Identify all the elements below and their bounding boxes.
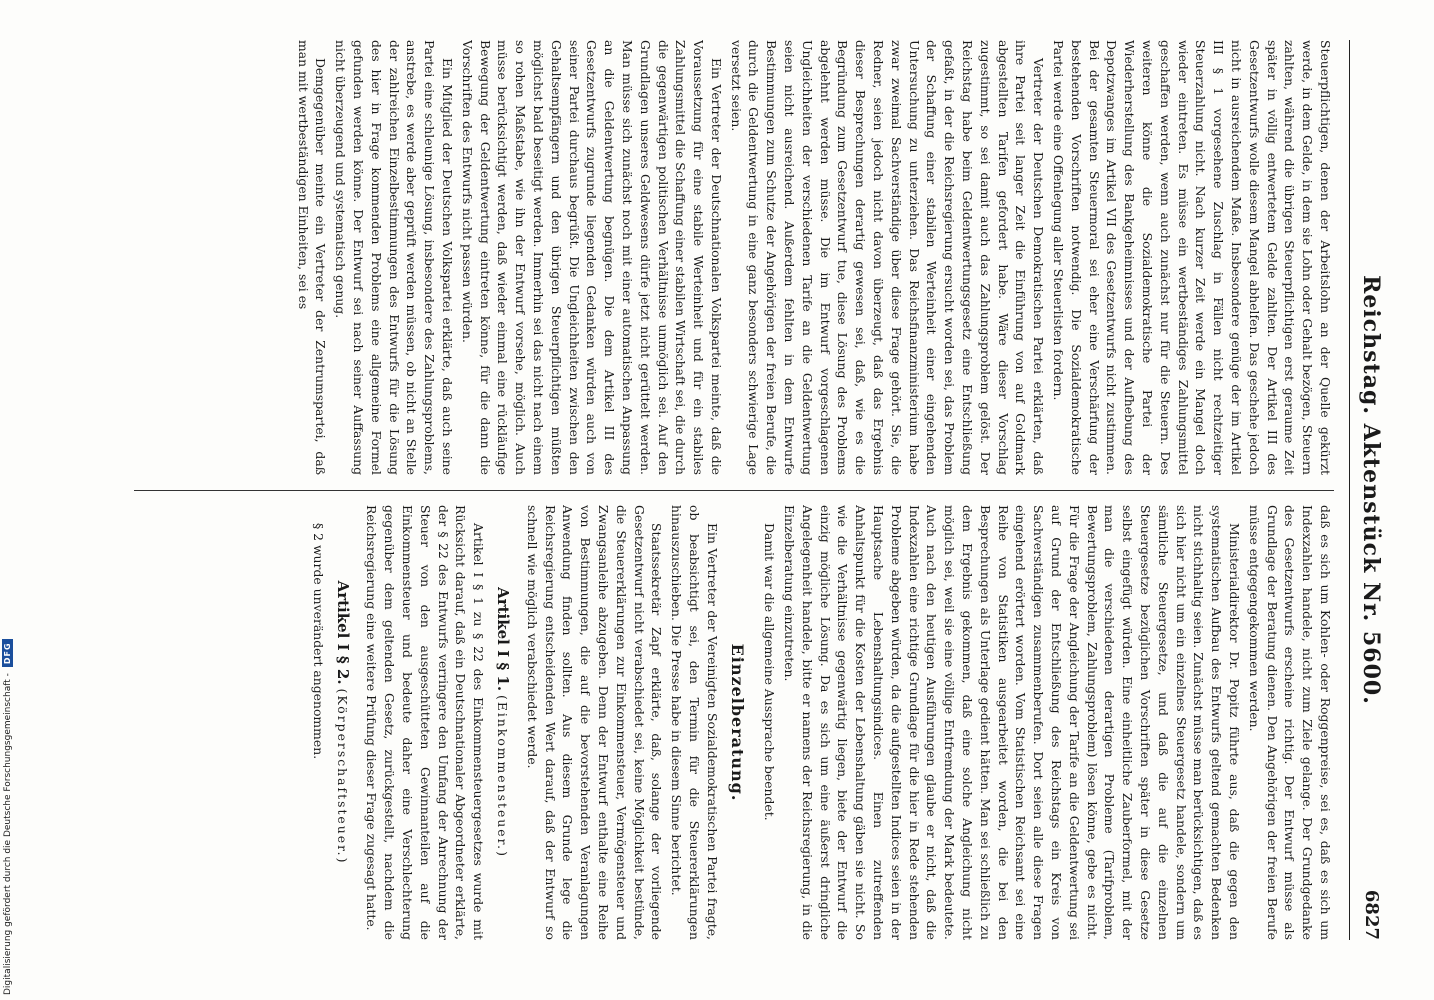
paragraph: Artikel I § 1 zu § 22 des Einkommensteuergesetzes wurde mit Rücksicht darauf, daß ein Deutschnationaler Abgeordneter erklärte, der § 22 des Entwurfs verringere den Umfang der Anrechnung der Steuer von den ausgeschütteten Gewinnanteilen auf die Einkommensteuer und bedeute daher eine Verschlechterung gegenüber dem geltenden Gesetz, zurückgestellt, nachdem die Reichsregierung eine weitere Prüfung dieser Frage zugesagt hatte. [364,505,487,940]
section-heading: Einzelberatung. [728,643,748,802]
credit-text: Digitalisierung gefördert durch die Deutsche Forschungsgemeinschaft - [2,673,13,995]
paragraph: Ministerialdirektor Dr. Popitz führte aus, daß die gegen den systematischen Aufbau des Entwurfs geltend gemachten Bedenken nicht stichhaltig seien. Zunächst müsse man berücksichtigen, daß es sich hier nicht um ein einzelnes Steuergesetz handele, sondern um sämtliche Steuergesetze, und daß die auf die einzelnen Steuergesetze bezüglichen Vorschriften später in diese Gesetze selbst eingefügt würden. Eine einheitliche Zauberformel, mit der man die verschiedenen derartigen Probleme (Tarifproblem, Bewertungsproblem, Zahlungsproblem) lösen könne, gebe es nicht. Für die Frage der Angleichung der Tarife an die Geldentwertung sei auf Grund der Entschließung des Reichstags ein Kreis von Sachverständigen zusammenberufen. Dort seien alle diese Fragen eingehend erörtert worden. Vom Statistischen Reichsamt sei eine Reihe von Statistiken ausgearbeitet worden, die bei den Besprechungen als Unterlage gedient hätten. Man sei schließlich zu dem Ergebnis gekommen, daß eine solche Angleichung nicht möglich sei, weil sie eine völlige Entfremdung der Mark bedeutete. Auch nach den heutigen Ausführungen glaube er nicht, daß die Indexzahlen eine richtige Grundlage für die hier in Rede stehenden Probleme abgeben würden, da die aufgestellten Indices seien in der Hauptsache Lebenshaltungsindices. Einen zutreffenden Anhaltspunkt für die Kosten der Lebenshaltung gäben sie nicht. So wie die Verhältnisse gegenwärtig liegen, biete der Entwurf die einzig mögliche Lösung. Da es sich um eine äußerst dringliche Angelegenheit handele, bitte er namens der Reichsregierung, in die Einzelberatung einzutreten. [782,505,1243,940]
article-title: Artikel I § 1. [493,587,512,692]
dfg-logo-icon: DFG [2,639,13,667]
paragraph: Ein Vertreter der Deutschnationalen Volkspartei meinte, daß die Voraussetzung für eine stabile Werteinheit und für ein stabiles Zahlungsmittel die Schaffung einer stabilen Wirtschaft sei, die durch die gegenwärtigen politischen Verhältnisse unmöglich sei. Auf den Grundlagen unseres Geldwesens dürfe jetzt nicht gerüttelt werden. Man müsse sich zunächst noch mit einer automatischen Anpassung an die Geldentwertung begnügen. Die dem Artikel III des Gesetzentwurfs zugrunde liegenden Gedanken würden auch von seiner Partei durchaus begrüßt. Die Ungleichheiten zwischen den Gehaltsempfängern und den übrigen Steuerpflichtigen müßten möglichst bald beseitigt werden. Immerhin sei das nicht nach einem so rohen Maßstabe, wie ihn der Entwurf vorsehe, möglich. Auch müsse berücksichtigt werden, daß wieder einmal eine rückläufige Bewegung der Geldentwertung eintreten könne, für die dann die Vorschriften des Entwurfs nicht passen würden. [459,40,724,475]
page-number: 6827 [1361,889,1382,940]
article-heading [333,505,351,940]
left-column [134,40,1334,475]
paragraph: § 2 wurde unverändert angenommen. [310,523,326,760]
paragraph: Ein Mitglied der Deutschen Volkspartei erklärte, daß auch seine Partei eine schleunige Lösung, insbesondere des Zahlungsproblems, anstrebe, es werde aber geprüft werden müssen, ob nicht an Stelle der zahlreichen Einzelbestimmungen des Entwurfs für die Lösung des hier in Frage kommenden Problems eine allgemeine Formel gefunden werden könne. Der Entwurf sei nach seiner Auffassung nicht überzeugend und systematisch genug. [333,40,455,475]
digitization-credit [0,0,22,1000]
article-subject: (Körperschaftsteuer.) [334,688,350,865]
column-divider [134,490,1334,491]
running-head [1349,40,1390,940]
paragraph: Demgegenüber meinte ein Vertreter der Zentrumspartei, daß man mit wertbeständigen Einheiten, sei es [295,40,329,475]
paragraph: Steuerpflichtigen, denen der Arbeitslohn an der Quelle gekürzt werde, in dem Gelde, in dem sie Lohn oder Gehalt bezögen, Steuern zahlten, während die übrigen Steuerpflichtigen erst geraume Zeit später in völlig entwertetem Gelde zahlten. Der Artikel III des Gesetzentwurfs wolle diesem Mangel abhelfen. Das geschehe jedoch nicht in ausreichendem Maße. Insbesondere genüge der im Artikel III § 1 vorgesehene Zuschlag in Fällen nicht rechtzeitiger Steuerzahlung nicht. Nach kurzer Zeit werde ein Mangel doch wieder eintreten. Es müsse ein wertbeständiges Zahlungsmittel geschaffen werden, wenn auch zunächst nur für die Steuern. Des weiteren könne die Sozialdemokratische Partei der Wiederherstellung des Bankgeheimnisses und der Aufhebung des Depotzwanges im Artikel VII des Gesetzentwurfs nicht zustimmen. Bei der gesamten Steuermoral sei eher eine Verschärfung der bestehenden Vorschriften notwendig. Die Sozialdemokratische Partei werde eine Offenlegung aller Steuerlisten fordern. [1051,40,1333,475]
paragraph: Ein Vertreter der Vereinigten Sozialdemokratischen Partei fragte, ob beabsichtigt sei, den Termin für die Steuererklärungen hinauszuschieben. Die Presse habe in diesem Sinne berichtet. [669,505,720,940]
paragraph: daß es sich um Kohlen- oder Roggenpreise, sei es, daß es sich um Indexzahlen handele, nicht zum Ziele gelange. Der Grundgedanke des Gesetzentwurfs erscheine richtig. Der Entwurf müsse als Grundlage der Beratung dienen. Den Angehörigen der freien Berufe müsse entgegengekommen werden. [1246,505,1333,940]
paragraph: Damit war die allgemeine Aussprache beendet. [762,523,778,821]
page-title: Reichstag. Aktenstück Nr. 5600. [1358,275,1384,705]
right-column [134,505,1334,940]
rotated-document-page [120,40,1390,940]
article-subject: (Einkommensteuer.) [494,695,510,858]
paragraph: Vertreter der Deutschen Demokratischen Partei erklärten, daß ihre Partei seit langer Zeit die Einführung von auf Goldmark abgestellten Tarifen gefordert habe. Wäre dieser Vorschlag zugestimmt, so sei damit auch das Zahlungsproblem gelöst. Der Reichstag habe beim Geldentwertungsgesetz eine Entschließung gefaßt, in der die Reichsregierung ersucht worden sei, das Problem der Schaffung einer stabilen Werteinheit einer eingehenden Untersuchung zu unterziehen. Das Reichsfinanzministerium habe zwar zweimal Sachverständige über diese Frage gehört. Sie, die Redner, seien jedoch nicht davon überzeugt, daß das Ergebnis dieser Besprechungen derartig gewesen sei, daß, wie es die Begründung zum Gesetzentwurf tue, diese Lösung des Problems abgelehnt werden müsse. Die im Entwurf vorgeschlagenen Ungleichheiten der verschiedenen Tarife an die Geldentwertung seien nicht ausreichend. Außerdem fehlten in dem Entwurfe Bestimmungen zum Schutze der Angehörigen der freien Berufe, die durch die Geldentwertung in eine ganz besonders schwierige Lage versetzt seien. [728,40,1047,475]
paragraph: Staatssekretär Zapf erklärte, daß, solange der vorliegende Gesetzentwurf nicht verabschiedet sei, keine Möglichkeit bestünde, die Steuererklärungen zur Einkommensteuer, Vermögensteuer und Zwangsanleihe abzugeben. Denn der Entwurf enthalte eine Reihe von Bestimmungen, die auf die bevorstehenden Veranlagungen Anwendung finden sollten. Aus diesem Grunde lege die Reichsregierung entscheidenden Wert darauf, daß der Entwurf so schnell wie möglich verabschiedet werde. [524,505,665,940]
article-heading [493,505,511,940]
text-columns [134,40,1334,940]
article-title: Artikel I § 2. [333,580,352,685]
